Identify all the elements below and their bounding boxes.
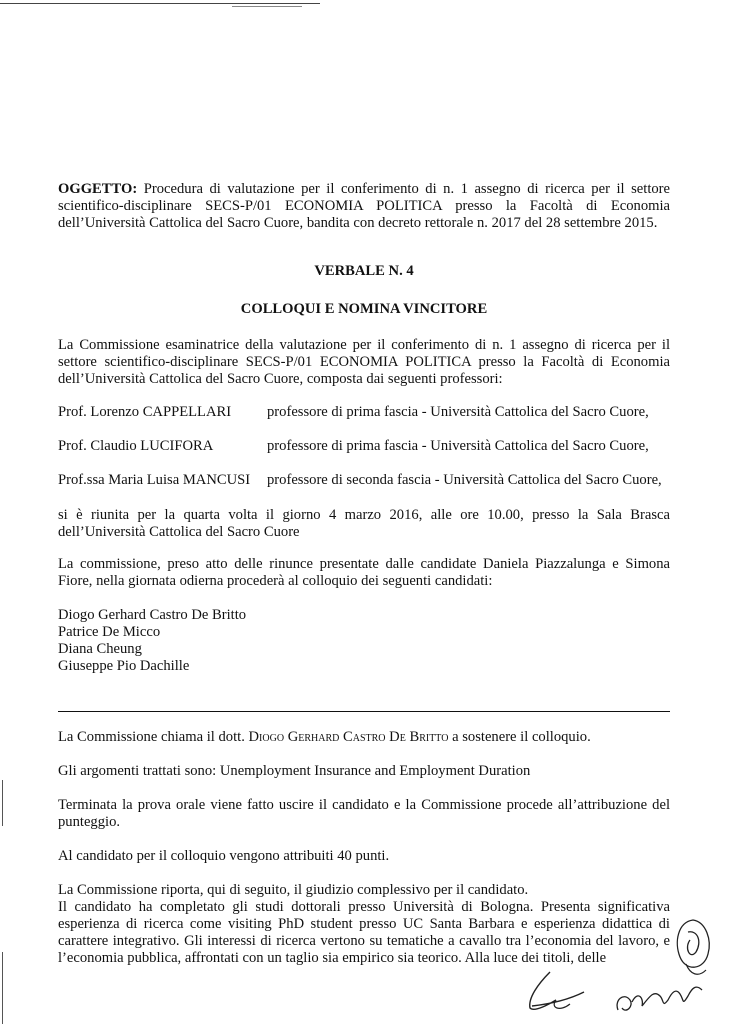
judgement-paragraph: Il candidato ha completato gli studi dottorali presso Università di Bologna. Presenta significativa esperienza di ricerca come visiting PhD student presso UC Santa Barbara e esperienza didattica di carattere integrativo. Gli interessi di ricerca vertono su tematiche a cavallo tra l’economia del lavoro, e l’economia pubblica, affrontati con un taglio sia empirico sia teorico. Alla luce dei titoli, delle [58,899,670,966]
scan-edge-line [232,6,302,7]
scan-edge-line [0,3,320,4]
member-name: Prof. Lorenzo CAPPELLARI [58,404,232,420]
handwritten-signature [520,966,600,1016]
withdrawals-paragraph: La commissione, preso atto delle rinunce presentate dalle candidate Daniela Piazzalunga e Simona Fiore, nella giornata odierna procederà al colloquio dei seguenti candidati: [58,556,670,589]
candidate-name: Diogo Gerhard Castro De Britto [248,729,449,745]
subject-text: Procedura di valutazione per il conferimento di n. 1 assegno di ricerca per il settore scientifico-disciplinare SECS-P/01 ECONOMIA POLITICA presso la Facoltà di Economia dell’Università Cattolica del Sacro Cuore, bandita con decreto rettorale n. 2017 del 28 settembre 2015. [58,181,671,231]
subject-paragraph [58,181,670,232]
candidate-item: Patrice De Micco [58,624,161,640]
member-role: professore di prima fascia - Università Cattolica del Sacro Cuore, [267,404,649,420]
score-paragraph: Al candidato per il colloquio vengono attribuiti 40 punti. [58,848,390,864]
member-name: Prof. Claudio LUCIFORA [58,438,214,454]
scan-margin-mark [2,952,3,1024]
document-subtitle: COLLOQUI E NOMINA VINCITORE [240,301,488,317]
section-divider [58,711,670,712]
topics-paragraph: Gli argomenti trattati sono: Unemployment Insurance and Employment Duration [58,763,531,779]
call-prefix: La Commissione chiama il dott. [58,729,245,745]
call-paragraph [58,729,670,746]
handwritten-signature [610,970,710,1020]
member-name: Prof.ssa Maria Luisa MANCUSI [58,472,251,488]
call-suffix: a sostenere il colloquio. [452,729,591,745]
candidate-item: Diana Cheung [58,641,142,657]
member-role: professore di prima fascia - Università Cattolica del Sacro Cuore, [267,438,649,454]
candidate-item: Giuseppe Pio Dachille [58,658,190,674]
meeting-paragraph: si è riunita per la quarta volta il giorno 4 marzo 2016, alle ore 10.00, presso la Sala Brasca dell’Università Cattolica del Sacro Cuore [58,507,670,540]
subject-label: OGGETTO: [58,181,138,197]
candidate-item: Diogo Gerhard Castro De Britto [58,607,247,623]
scan-margin-mark [2,780,3,826]
intro-paragraph: La Commissione esaminatrice della valutazione per il conferimento di n. 1 assegno di ricerca per il settore scientifico-disciplinare SECS-P/01 ECONOMIA POLITICA presso la Facoltà di Economia dell’Università Cattolica del Sacro Cuore, composta dai seguenti professori: [58,337,670,387]
member-role: professore di seconda fascia - Università Cattolica del Sacro Cuore, [267,472,662,488]
judgement-intro: La Commissione riporta, qui di seguito, il giudizio complessivo per il candidato. [58,882,529,898]
candidate-list [58,607,670,675]
exam-end-paragraph: Terminata la prova orale viene fatto uscire il candidato e la Commissione procede all’attribuzione del punteggio. [58,797,670,830]
document-title: VERBALE N. 4 [314,263,414,279]
